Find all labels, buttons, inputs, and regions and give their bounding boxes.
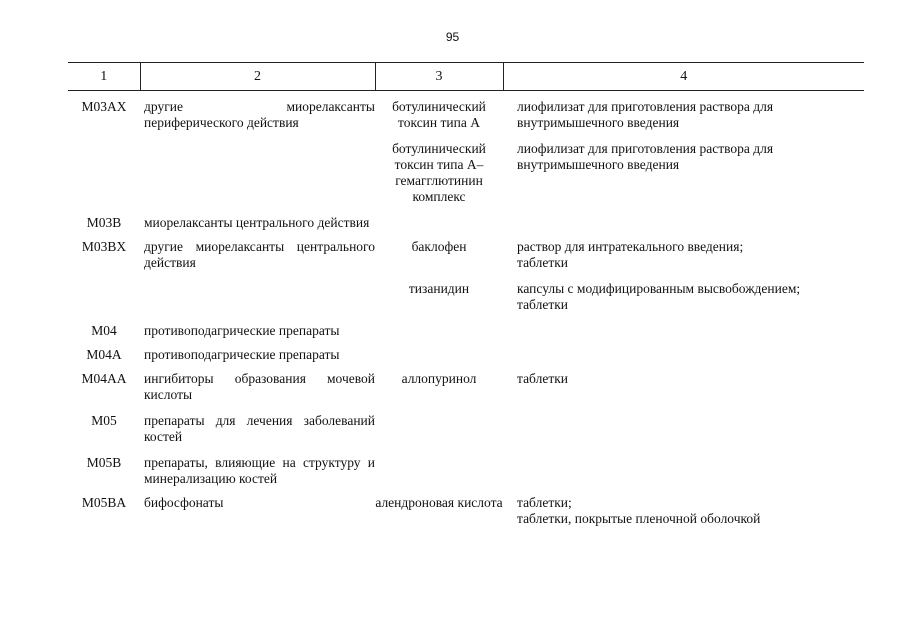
table-row bbox=[68, 363, 864, 403]
dosage-form: лиофилизат для приготовления раствора для внутримышечного введения bbox=[517, 141, 774, 172]
substance-name: аллопуринол bbox=[401, 371, 477, 386]
substance-cell bbox=[375, 403, 503, 445]
substance-cell bbox=[375, 131, 503, 205]
substance-cell bbox=[375, 363, 503, 403]
group-name-cell bbox=[140, 339, 375, 363]
dosage-form: капсулы с модифицированным высвобождением; bbox=[517, 281, 801, 296]
dosage-forms-cell bbox=[503, 403, 864, 445]
atc-code: M03AX bbox=[81, 99, 127, 114]
substance-cell bbox=[375, 231, 503, 271]
dosage-forms-cell bbox=[503, 231, 864, 271]
dosage-forms-cell bbox=[503, 339, 864, 363]
table-row bbox=[68, 403, 864, 445]
substance-cell bbox=[375, 271, 503, 313]
dosage-form: раствор для интратекального введения; bbox=[517, 239, 744, 254]
group-name: препараты, влияющие на структуру и минерализацию костей bbox=[144, 455, 375, 486]
group-name: миорелаксанты центрального действия bbox=[144, 215, 370, 230]
substance-cell bbox=[375, 487, 503, 527]
group-name-cell bbox=[140, 91, 375, 132]
dosage-forms-cell bbox=[503, 205, 864, 231]
table-row bbox=[68, 91, 864, 132]
substance-cell bbox=[375, 445, 503, 487]
table-row bbox=[68, 445, 864, 487]
atc-code-cell bbox=[68, 231, 140, 271]
substance-name: алендроновая кислота bbox=[375, 495, 503, 510]
dosage-forms-cell bbox=[503, 271, 864, 313]
column-header-3: 3 bbox=[375, 63, 503, 91]
group-name: препараты для лечения заболеваний костей bbox=[144, 413, 375, 444]
column-header-1: 1 bbox=[68, 63, 140, 91]
dosage-forms-cell bbox=[503, 91, 864, 132]
group-name: ингибиторы образования мочевой кислоты bbox=[144, 371, 375, 402]
medications-table bbox=[68, 62, 864, 527]
atc-code-cell bbox=[68, 313, 140, 339]
atc-code: M05BA bbox=[81, 495, 127, 510]
group-name-cell bbox=[140, 487, 375, 527]
substance-cell bbox=[375, 313, 503, 339]
substance-cell bbox=[375, 91, 503, 132]
atc-code-cell bbox=[68, 363, 140, 403]
group-name: противоподагрические препараты bbox=[144, 347, 340, 362]
atc-code: M03B bbox=[86, 215, 122, 230]
substance-cell bbox=[375, 205, 503, 231]
substance-cell bbox=[375, 339, 503, 363]
group-name-cell bbox=[140, 271, 375, 313]
group-name: противоподагрические препараты bbox=[144, 323, 340, 338]
table-row bbox=[68, 205, 864, 231]
atc-code-cell bbox=[68, 205, 140, 231]
dosage-forms-cell bbox=[503, 131, 864, 205]
column-header-4: 4 bbox=[503, 63, 864, 91]
group-name: бифосфонаты bbox=[144, 495, 224, 510]
dosage-forms-cell bbox=[503, 313, 864, 339]
table-body bbox=[68, 91, 864, 528]
group-name-cell bbox=[140, 231, 375, 271]
group-name-cell bbox=[140, 205, 375, 231]
table-row bbox=[68, 131, 864, 205]
table-row bbox=[68, 231, 864, 271]
column-header-2: 2 bbox=[140, 63, 375, 91]
atc-code-cell bbox=[68, 487, 140, 527]
atc-code-cell bbox=[68, 91, 140, 132]
atc-code-cell bbox=[68, 339, 140, 363]
atc-code: M05B bbox=[86, 455, 122, 470]
table-row bbox=[68, 271, 864, 313]
atc-code: M03BX bbox=[81, 239, 127, 254]
substance-name: ботулинический токсин типа А–гемагглютинин комплекс bbox=[392, 141, 486, 204]
atc-code-cell bbox=[68, 131, 140, 205]
dosage-form: таблетки; bbox=[517, 495, 572, 510]
atc-code-cell bbox=[68, 403, 140, 445]
group-name-cell bbox=[140, 313, 375, 339]
dosage-forms-cell bbox=[503, 363, 864, 403]
dosage-form: таблетки bbox=[517, 297, 569, 312]
table-row bbox=[68, 339, 864, 363]
group-name-cell bbox=[140, 445, 375, 487]
atc-code-cell bbox=[68, 271, 140, 313]
atc-code: M04AA bbox=[81, 371, 127, 386]
page-number: 95 bbox=[445, 30, 460, 44]
group-name-cell bbox=[140, 131, 375, 205]
dosage-form: таблетки bbox=[517, 371, 569, 386]
dosage-form: таблетки, покрытые пленочной оболочкой bbox=[517, 511, 761, 526]
table-row bbox=[68, 313, 864, 339]
atc-code: M04 bbox=[91, 323, 117, 338]
table-row bbox=[68, 487, 864, 527]
group-name: другие миорелаксанты центрального действия bbox=[144, 239, 375, 270]
atc-code-cell bbox=[68, 445, 140, 487]
atc-code: M05 bbox=[91, 413, 117, 428]
atc-code: M04A bbox=[86, 347, 122, 362]
substance-name: ботулинический токсин типа А bbox=[392, 99, 486, 130]
dosage-form: таблетки bbox=[517, 255, 569, 270]
group-name-cell bbox=[140, 403, 375, 445]
group-name-cell bbox=[140, 363, 375, 403]
header-row bbox=[68, 63, 864, 91]
substance-name: баклофен bbox=[411, 239, 467, 254]
group-name: другие миорелаксанты периферического действия bbox=[144, 99, 375, 130]
dosage-forms-cell bbox=[503, 445, 864, 487]
substance-name: тизанидин bbox=[408, 281, 470, 296]
dosage-form: лиофилизат для приготовления раствора для внутримышечного введения bbox=[517, 99, 774, 130]
dosage-forms-cell bbox=[503, 487, 864, 527]
